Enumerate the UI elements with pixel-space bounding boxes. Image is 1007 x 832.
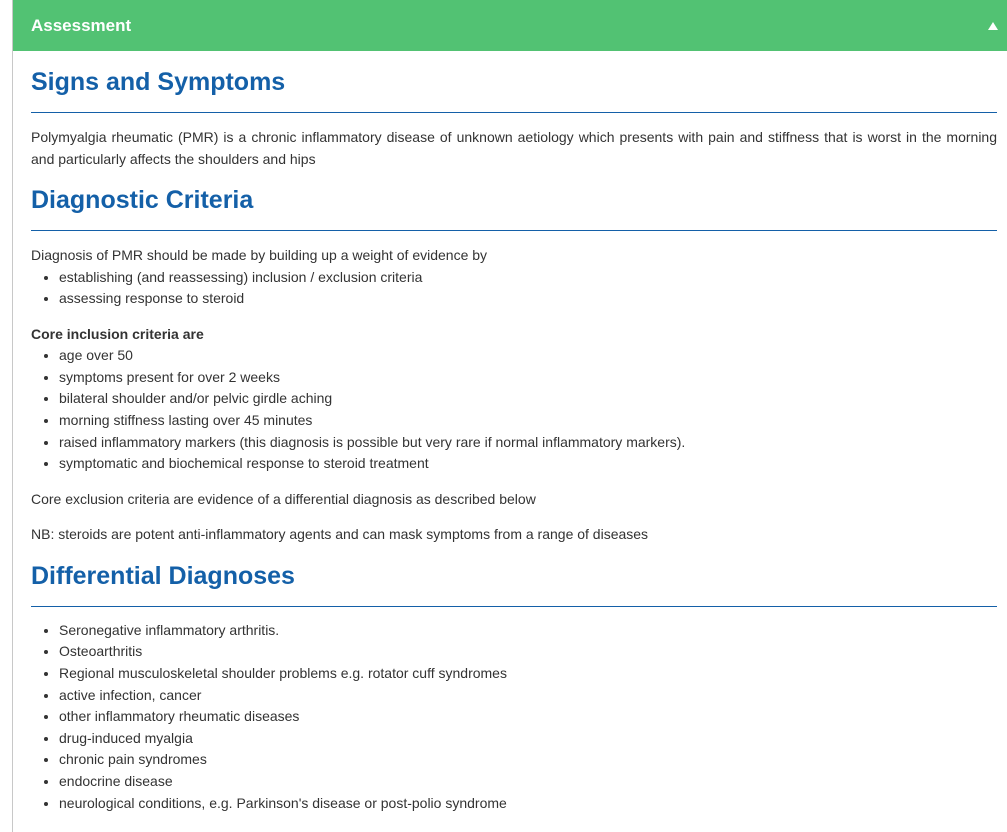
panel-content bbox=[13, 51, 1007, 814]
lead-list bbox=[31, 267, 997, 310]
list-item: • raised inflammatory markers (this diagnosis is possible but very rare if normal inflammatory markers). bbox=[59, 432, 997, 454]
core-inclusion-list bbox=[31, 345, 997, 475]
list-item: • chronic pain syndromes bbox=[59, 749, 997, 771]
signs-text: Polymyalgia rheumatic (PMR) is a chronic inflammatory disease of unknown aetiology which presents with pain and stiffness that is worst in the morning and particularly affects the shoulders and hips bbox=[31, 129, 997, 167]
list-item: • Regional musculoskeletal shoulder problems e.g. rotator cuff syndromes bbox=[59, 663, 997, 685]
core-inclusion-label: Core inclusion criteria are bbox=[31, 325, 204, 342]
criteria-lead: Diagnosis of PMR should be made by building up a weight of evidence by bbox=[31, 247, 488, 263]
differential-list bbox=[31, 620, 997, 814]
signs-heading: Signs and Symptoms bbox=[31, 51, 997, 113]
list-item: • symptoms present for over 2 weeks bbox=[59, 367, 997, 389]
list-item: • endocrine disease bbox=[59, 771, 997, 793]
core-exclusion-text: Core exclusion criteria are evidence of a differential diagnosis as described below bbox=[31, 490, 536, 507]
nb-text: NB: steroids are potent anti-inflammatory agents and can mask symptoms from a range of diseases bbox=[31, 526, 649, 543]
collapse-toggle[interactable] bbox=[979, 0, 1007, 51]
list-item: • other inflammatory rheumatic diseases bbox=[59, 706, 997, 728]
criteria-heading: Diagnostic Criteria bbox=[31, 170, 997, 231]
assessment-panel bbox=[12, 0, 1007, 832]
list-item: • assessing response to steroid bbox=[59, 288, 997, 310]
list-item: • Seronegative inflammatory arthritis. bbox=[59, 620, 997, 642]
list-item: • bilateral shoulder and/or pelvic girdle aching bbox=[59, 388, 997, 410]
panel-title: Assessment bbox=[31, 15, 132, 35]
signs-section bbox=[31, 51, 997, 170]
assessment-panel-header[interactable] bbox=[13, 0, 1007, 51]
list-item: • neurological conditions, e.g. Parkinson's disease or post-polio syndrome bbox=[59, 793, 997, 815]
list-item: • symptomatic and biochemical response to steroid treatment bbox=[59, 453, 997, 475]
list-item: • drug-induced myalgia bbox=[59, 728, 997, 750]
list-item: • age over 50 bbox=[59, 345, 997, 367]
list-item: • active infection, cancer bbox=[59, 685, 997, 707]
list-item: • establishing (and reassessing) inclusion / exclusion criteria bbox=[59, 267, 997, 289]
differential-heading: Differential Diagnoses bbox=[31, 546, 997, 607]
triangle-up-icon bbox=[988, 22, 998, 30]
differential-section bbox=[31, 546, 997, 814]
list-item: • Osteoarthritis bbox=[59, 641, 997, 663]
criteria-section bbox=[31, 170, 997, 546]
list-item: • morning stiffness lasting over 45 minutes bbox=[59, 410, 997, 432]
